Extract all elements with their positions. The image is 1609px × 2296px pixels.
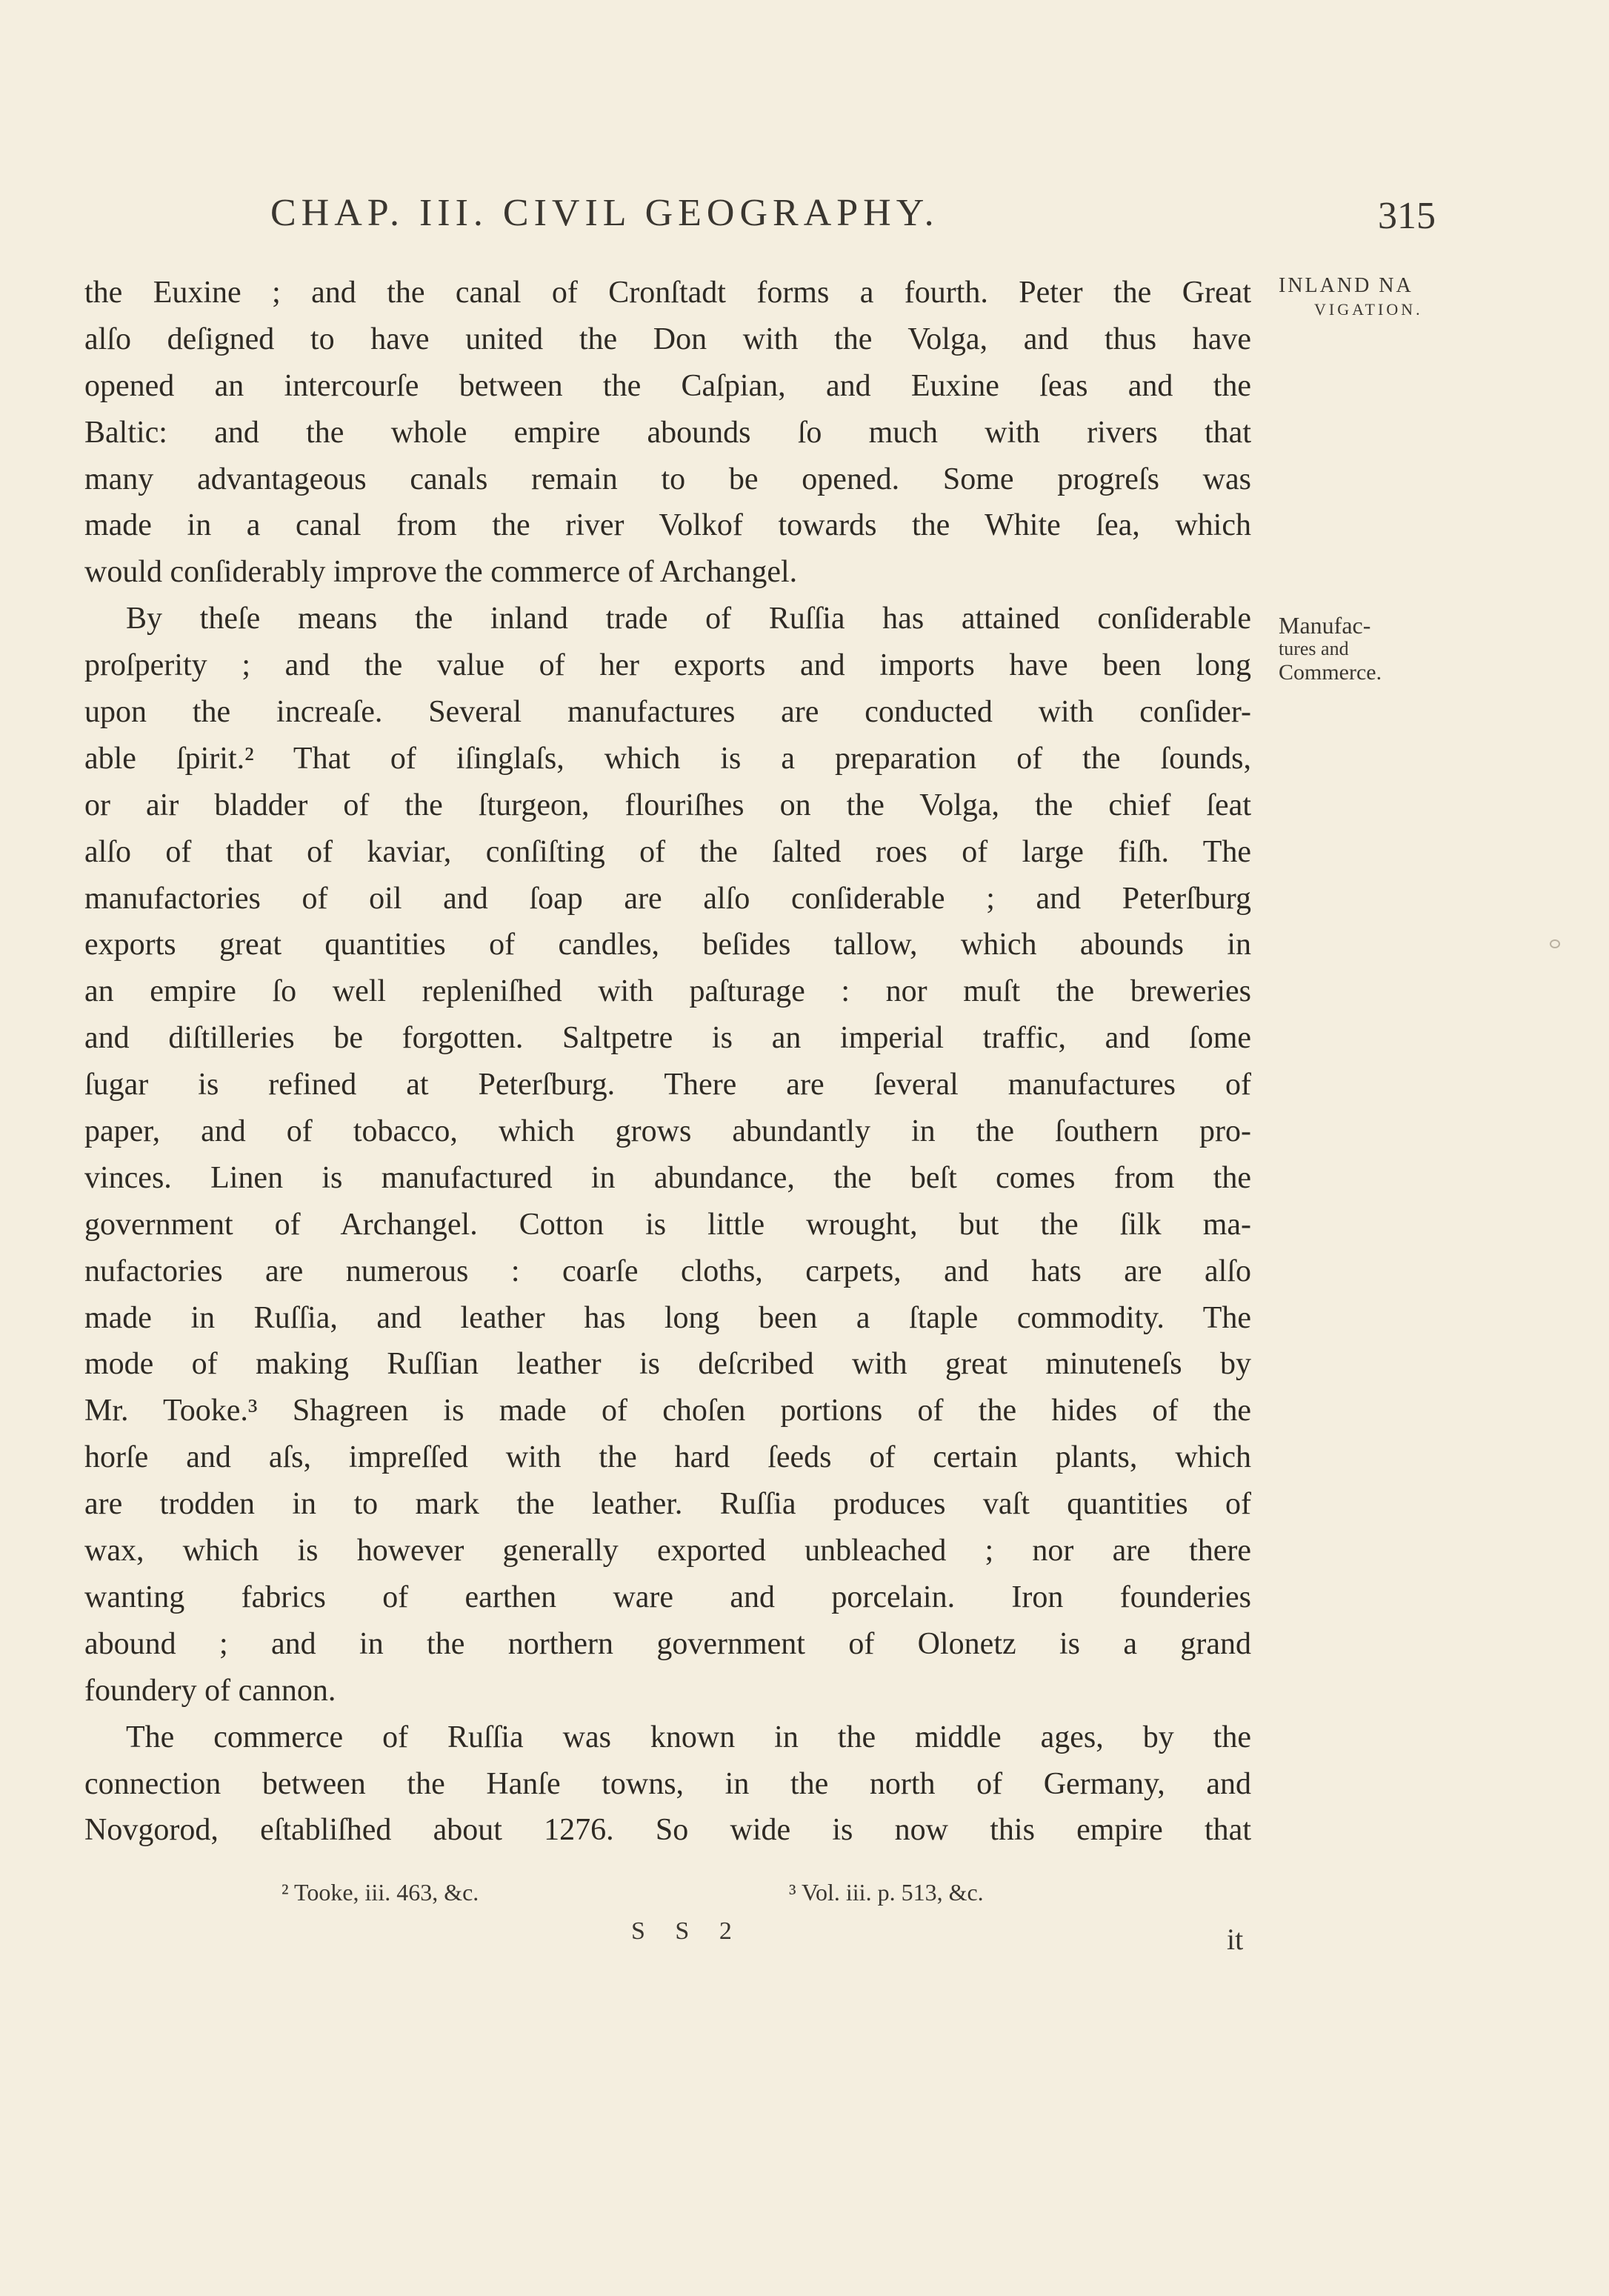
text-line: mode of making Ruſſian leather is deſcribed with great minuteneſs by xyxy=(84,1347,1251,1382)
text-line: ſugar is refined at Peterſburg. There are ſeveral manufactures of xyxy=(84,1068,1251,1102)
running-header xyxy=(81,191,1437,243)
footnote-3: ³ Vol. iii. p. 513, &c. xyxy=(789,1879,984,1906)
text-line: the Euxine ; and the canal of Cronſtadt forms a fourth. Peter the Great xyxy=(84,276,1251,310)
text-line: would conſiderably improve the commerce of Archangel. xyxy=(84,555,798,590)
text-line: horſe and aſs, impreſſed with the hard ſeeds of certain plants, which xyxy=(84,1440,1251,1475)
page-number: 315 xyxy=(1378,195,1436,237)
text-line: able ſpirit.² That of iſinglaſs, which is a preparation of the ſounds, xyxy=(84,741,1251,776)
text-line: wax, which is however generally exported unbleached ; nor are there xyxy=(84,1534,1251,1568)
catchword: it xyxy=(1227,1923,1244,1956)
text-line: wanting fabrics of earthen ware and porcelain. Iron founderies xyxy=(84,1580,1251,1614)
text-line: paper, and of tobacco, which grows abundantly in the ſouthern pro- xyxy=(84,1114,1251,1149)
text-line: or air bladder of the ſturgeon, flouriſhes on the Volga, the chief ſeat xyxy=(84,788,1251,822)
margin-note-line: tures and xyxy=(1279,638,1349,659)
text-line: proſperity ; and the value of her exports and imports have been long xyxy=(84,648,1251,683)
margin-note-inland-navigation xyxy=(1279,274,1442,322)
margin-note-line: Commerce. xyxy=(1279,660,1382,685)
body-text xyxy=(84,270,1251,1854)
margin-note-line: INLAND NA xyxy=(1279,274,1413,297)
footnotes xyxy=(81,1879,1252,1916)
text-line: and diſtilleries be forgotten. Saltpetre is an imperial traffic, and ſome xyxy=(84,1021,1251,1056)
text-line: government of Archangel. Cotton is little wrought, but the ſilk ma- xyxy=(84,1207,1251,1242)
text-line: Mr. Tooke.³ Shagreen is made of choſen portions of the hides of the xyxy=(84,1394,1251,1428)
text-line: nufactories are numerous : coarſe cloths, carpets, and hats are alſo xyxy=(84,1254,1251,1288)
text-line: alſo of that of kaviar, conſiſting of the ſalted roes of large fiſh. The xyxy=(84,834,1251,869)
text-line: made in Ruſſia, and leather has long been a ſtaple commodity. The xyxy=(84,1300,1251,1335)
text-line: vinces. Linen is manufactured in abundance, the beſt comes from the xyxy=(84,1160,1251,1195)
text-line: By theſe means the inland trade of Ruſſia has attained conſiderable xyxy=(126,602,1251,636)
text-line: upon the increaſe. Several manufactures are conducted with conſider- xyxy=(84,695,1251,730)
text-line: an empire ſo well repleniſhed with paſturage : nor muſt the breweries xyxy=(84,974,1251,1009)
text-line: exports great quantities of candles, beſides tallow, which abounds in xyxy=(84,928,1251,962)
text-line: abound ; and in the northern government of Olonetz is a grand xyxy=(84,1626,1251,1661)
text-line: Novgorod, eſtabliſhed about 1276. So wide is now this empire that xyxy=(84,1813,1251,1848)
signature-mark: S S 2 xyxy=(631,1917,744,1945)
text-line: manufactories of oil and ſoap are alſo conſiderable ; and Peterſburg xyxy=(84,881,1251,916)
text-line: made in a canal from the river Volkof towards the White ſea, which xyxy=(84,508,1251,543)
chapter-title: CHAP. III. CIVIL GEOGRAPHY. xyxy=(270,192,939,234)
text-line: connection between the Hanſe towns, in the north of Germany, and xyxy=(84,1766,1251,1801)
text-line: foundery of cannon. xyxy=(84,1673,336,1708)
margin-note-manufactures xyxy=(1279,613,1442,685)
footnote-2: ² Tooke, iii. 463, &c. xyxy=(282,1879,479,1906)
margin-note-line: Manufac- xyxy=(1279,612,1371,639)
text-line: are trodden in to mark the leather. Ruſſia produces vaſt quantities of xyxy=(84,1487,1251,1522)
text-line: Baltic: and the whole empire abounds ſo much with rivers that xyxy=(84,415,1251,450)
text-line: alſo deſigned to have united the Don with the Volga, and thus have xyxy=(84,322,1251,356)
text-line: The commerce of Ruſſia was known in the middle ages, by the xyxy=(126,1720,1251,1754)
text-line: opened an intercourſe between the Caſpian, and Euxine ſeas and the xyxy=(84,368,1251,403)
paper-speck xyxy=(1550,939,1560,948)
text-line: many advantageous canals remain to be opened. Some progreſs was xyxy=(84,462,1251,496)
margin-note-line: VIGATION. xyxy=(1314,300,1423,319)
